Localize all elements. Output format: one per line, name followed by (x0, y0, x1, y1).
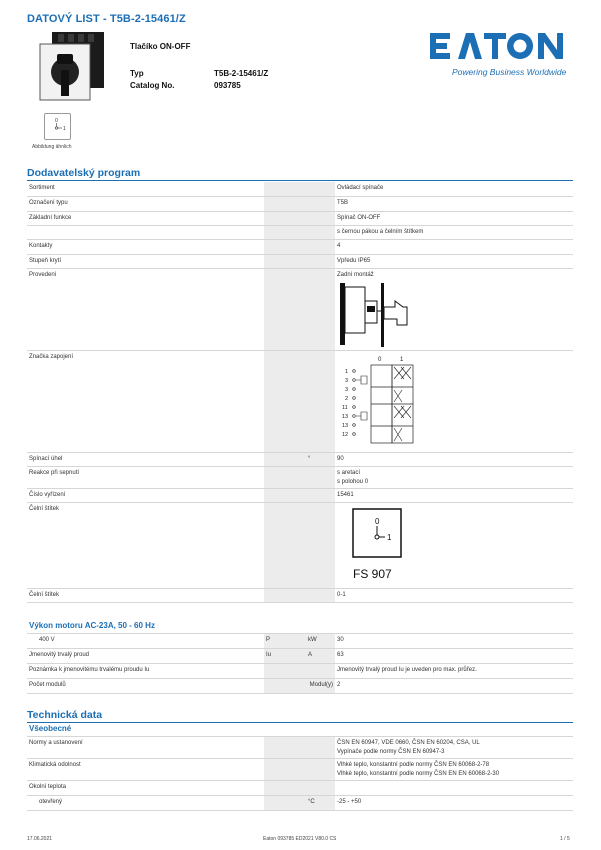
switch-symbol-icon (44, 113, 71, 140)
row-label: Kontakty (27, 239, 264, 254)
row-label: Značka zapojení (27, 350, 264, 452)
row-unit-a (264, 268, 306, 350)
type-label: Typ (130, 69, 144, 78)
section-title-technical: Technická data (27, 709, 103, 721)
row-value: Vpředu IP65 (335, 254, 573, 268)
front-plate-drawing (349, 505, 429, 587)
row-label: Jmenovitý trvalý proud (27, 649, 264, 664)
row-unit-a (264, 182, 306, 196)
row-unit-a (264, 350, 306, 452)
row-value: Ovládací spínače (335, 182, 573, 196)
table-row (27, 588, 573, 602)
front-plate-one: 1 (387, 532, 392, 542)
row-label: 400 V (27, 634, 264, 649)
row-unit-b (306, 350, 335, 452)
table-row (27, 796, 573, 811)
table-row (27, 502, 573, 588)
catalog-value: 093785 (214, 81, 241, 90)
table-row (27, 466, 573, 488)
row-value: 2 (335, 679, 573, 694)
row-value-2: Vypínače podle normy ČSN EN 60947-3 (337, 749, 445, 755)
row-unit-b: A (306, 649, 335, 664)
row-label: Čelní štítek (27, 588, 264, 602)
row-unit-a (264, 502, 306, 588)
diagram-position-0: 0 (378, 356, 382, 363)
row-value: Vlhké teplo, konstantní podle normy ČSN EN 60068-2-78 (337, 762, 490, 768)
row-value-2: s polohou 0 (337, 478, 369, 485)
row-unit-a (264, 737, 306, 759)
row-label: Spínací úhel (27, 452, 264, 466)
row-unit-a (264, 796, 306, 811)
motor-section-title: Výkon motoru AC-23A, 50 - 60 Hz (29, 621, 155, 630)
footer-page: 1 / 5 (560, 836, 570, 842)
row-unit-b (306, 502, 335, 588)
type-value: T5B-2-15461/Z (214, 69, 269, 78)
image-caption: Abbildung ähnlich (32, 144, 72, 150)
terminal-label: 11 (342, 404, 348, 411)
row-value: 90 (335, 452, 573, 466)
row-value: 63 (335, 649, 573, 664)
terminal-label: 13 (342, 422, 349, 429)
datasheet-title: DATOVÝ LIST - T5B-2-15461/Z (27, 13, 186, 25)
table-row (27, 759, 573, 781)
row-value: 30 (335, 634, 573, 649)
row-value: 0-1 (335, 588, 573, 602)
table-row (27, 649, 573, 664)
row-unit-b (306, 225, 335, 239)
row-label: Číslo vyřízení (27, 488, 264, 502)
row-unit-a (264, 664, 306, 679)
row-value: s černou pákou a čelním štítkem (335, 225, 573, 239)
footer-document: Eaton 093785 ED2021 V80.0 CS (263, 836, 337, 842)
table-row (27, 634, 573, 649)
row-unit-a (264, 588, 306, 602)
row-label: Základní funkce (27, 211, 264, 225)
eaton-tagline: Powering Business Worldwide (452, 67, 567, 77)
table-row (27, 196, 573, 211)
row-value: 4 (335, 239, 573, 254)
row-value-2: Vlhké teplo, konstantní podle normy ČSN EN EN 60068-2-30 (337, 771, 500, 777)
table-row (27, 211, 573, 225)
table-row (27, 737, 573, 759)
symbol-one: 1 (63, 126, 66, 132)
table-row (27, 488, 573, 502)
row-label: Klimatická odolnost (27, 759, 264, 781)
terminal-label: 1 (345, 368, 349, 375)
row-value (335, 781, 573, 796)
row-unit-a (264, 466, 306, 488)
row-unit-a (264, 781, 306, 796)
table-row (27, 452, 573, 466)
row-label (27, 225, 264, 239)
row-unit-b: ° (306, 452, 335, 466)
row-unit-a: Iu (264, 649, 306, 664)
eaton-logo (428, 30, 568, 66)
front-plate-zero: 0 (375, 516, 380, 526)
table-row (27, 225, 573, 239)
row-value: s aretací (337, 469, 361, 476)
row-unit-a (264, 679, 306, 694)
table-row (27, 239, 573, 254)
section-rule (27, 722, 573, 723)
row-label: Počet modulů (27, 679, 264, 694)
motor-table (27, 633, 573, 694)
row-unit-b (306, 196, 335, 211)
terminal-label: 3 (345, 386, 349, 393)
technical-table (27, 736, 573, 811)
terminal-label: 12 (342, 431, 349, 438)
footer-date: 17.06.2021 (27, 836, 53, 842)
row-unit-a (264, 488, 306, 502)
row-unit-b (306, 759, 335, 781)
row-value: 15461 (335, 488, 573, 502)
table-row (27, 268, 573, 350)
row-label: Čelní štítek (27, 502, 264, 588)
row-unit-b: Modul(y) (306, 679, 335, 694)
supply-program-table (27, 182, 573, 603)
terminal-label: 3 (345, 377, 349, 384)
row-label: Stupeň krytí (27, 254, 264, 268)
row-unit-a (264, 211, 306, 225)
row-unit-a (264, 239, 306, 254)
table-row (27, 679, 573, 694)
row-label: Normy a ustanovení (27, 737, 264, 759)
symbol-zero: 0 (55, 118, 58, 124)
row-unit-b (306, 239, 335, 254)
row-unit-a (264, 452, 306, 466)
row-unit-b (306, 737, 335, 759)
row-unit-b (306, 588, 335, 602)
catalog-label: Catalog No. (130, 81, 175, 90)
row-value: Jmenovitý trvalý proud Iu je uveden pro max. průřez. (335, 664, 573, 679)
row-label: Provedení (27, 268, 264, 350)
table-row (27, 182, 573, 196)
row-label: Poznámka k jmenovitému trvalému proudu Iu (27, 664, 264, 679)
table-row (27, 664, 573, 679)
row-unit-b (306, 182, 335, 196)
row-label: Reakce při sepnutí (27, 466, 264, 488)
table-row (27, 254, 573, 268)
row-label: otevřený (27, 796, 264, 811)
general-subtitle: Všeobecné (29, 724, 72, 733)
row-value: ČSN EN 60947, VDE 0660, ČSN EN 60204, CSA, UL (337, 740, 480, 746)
row-value: T5B (335, 196, 573, 211)
row-unit-b (306, 254, 335, 268)
product-image (38, 30, 106, 102)
row-unit-a: P (264, 634, 306, 649)
terminal-label: 13 (342, 413, 349, 420)
contact-diagram (337, 353, 447, 451)
row-unit-b: kW (306, 634, 335, 649)
row-unit-a (264, 759, 306, 781)
section-rule (27, 180, 573, 181)
row-unit-b (306, 488, 335, 502)
product-name: Tlačíko ON-OFF (130, 42, 191, 51)
row-value: -25 - +50 (335, 796, 573, 811)
row-unit-b (306, 466, 335, 488)
row-value: Spínač ON-OFF (335, 211, 573, 225)
row-unit-a (264, 196, 306, 211)
row-label: Sortiment (27, 182, 264, 196)
section-title-supply: Dodavatelský program (27, 167, 141, 179)
row-unit-a (264, 254, 306, 268)
row-label: Označení typu (27, 196, 264, 211)
table-row (27, 781, 573, 796)
front-plate-code: FS 907 (353, 566, 392, 581)
row-unit-b (306, 211, 335, 225)
diagram-position-1: 1 (400, 356, 404, 363)
row-unit-b (306, 268, 335, 350)
row-value: Zadní montáž (337, 271, 374, 278)
row-unit-b (306, 664, 335, 679)
row-unit-b: °C (306, 796, 335, 811)
row-unit-b (306, 781, 335, 796)
table-row (27, 350, 573, 452)
row-label: Okolní teplota (27, 781, 264, 796)
row-unit-a (264, 225, 306, 239)
rear-mount-drawing (337, 281, 417, 349)
terminal-label: 2 (345, 395, 349, 402)
